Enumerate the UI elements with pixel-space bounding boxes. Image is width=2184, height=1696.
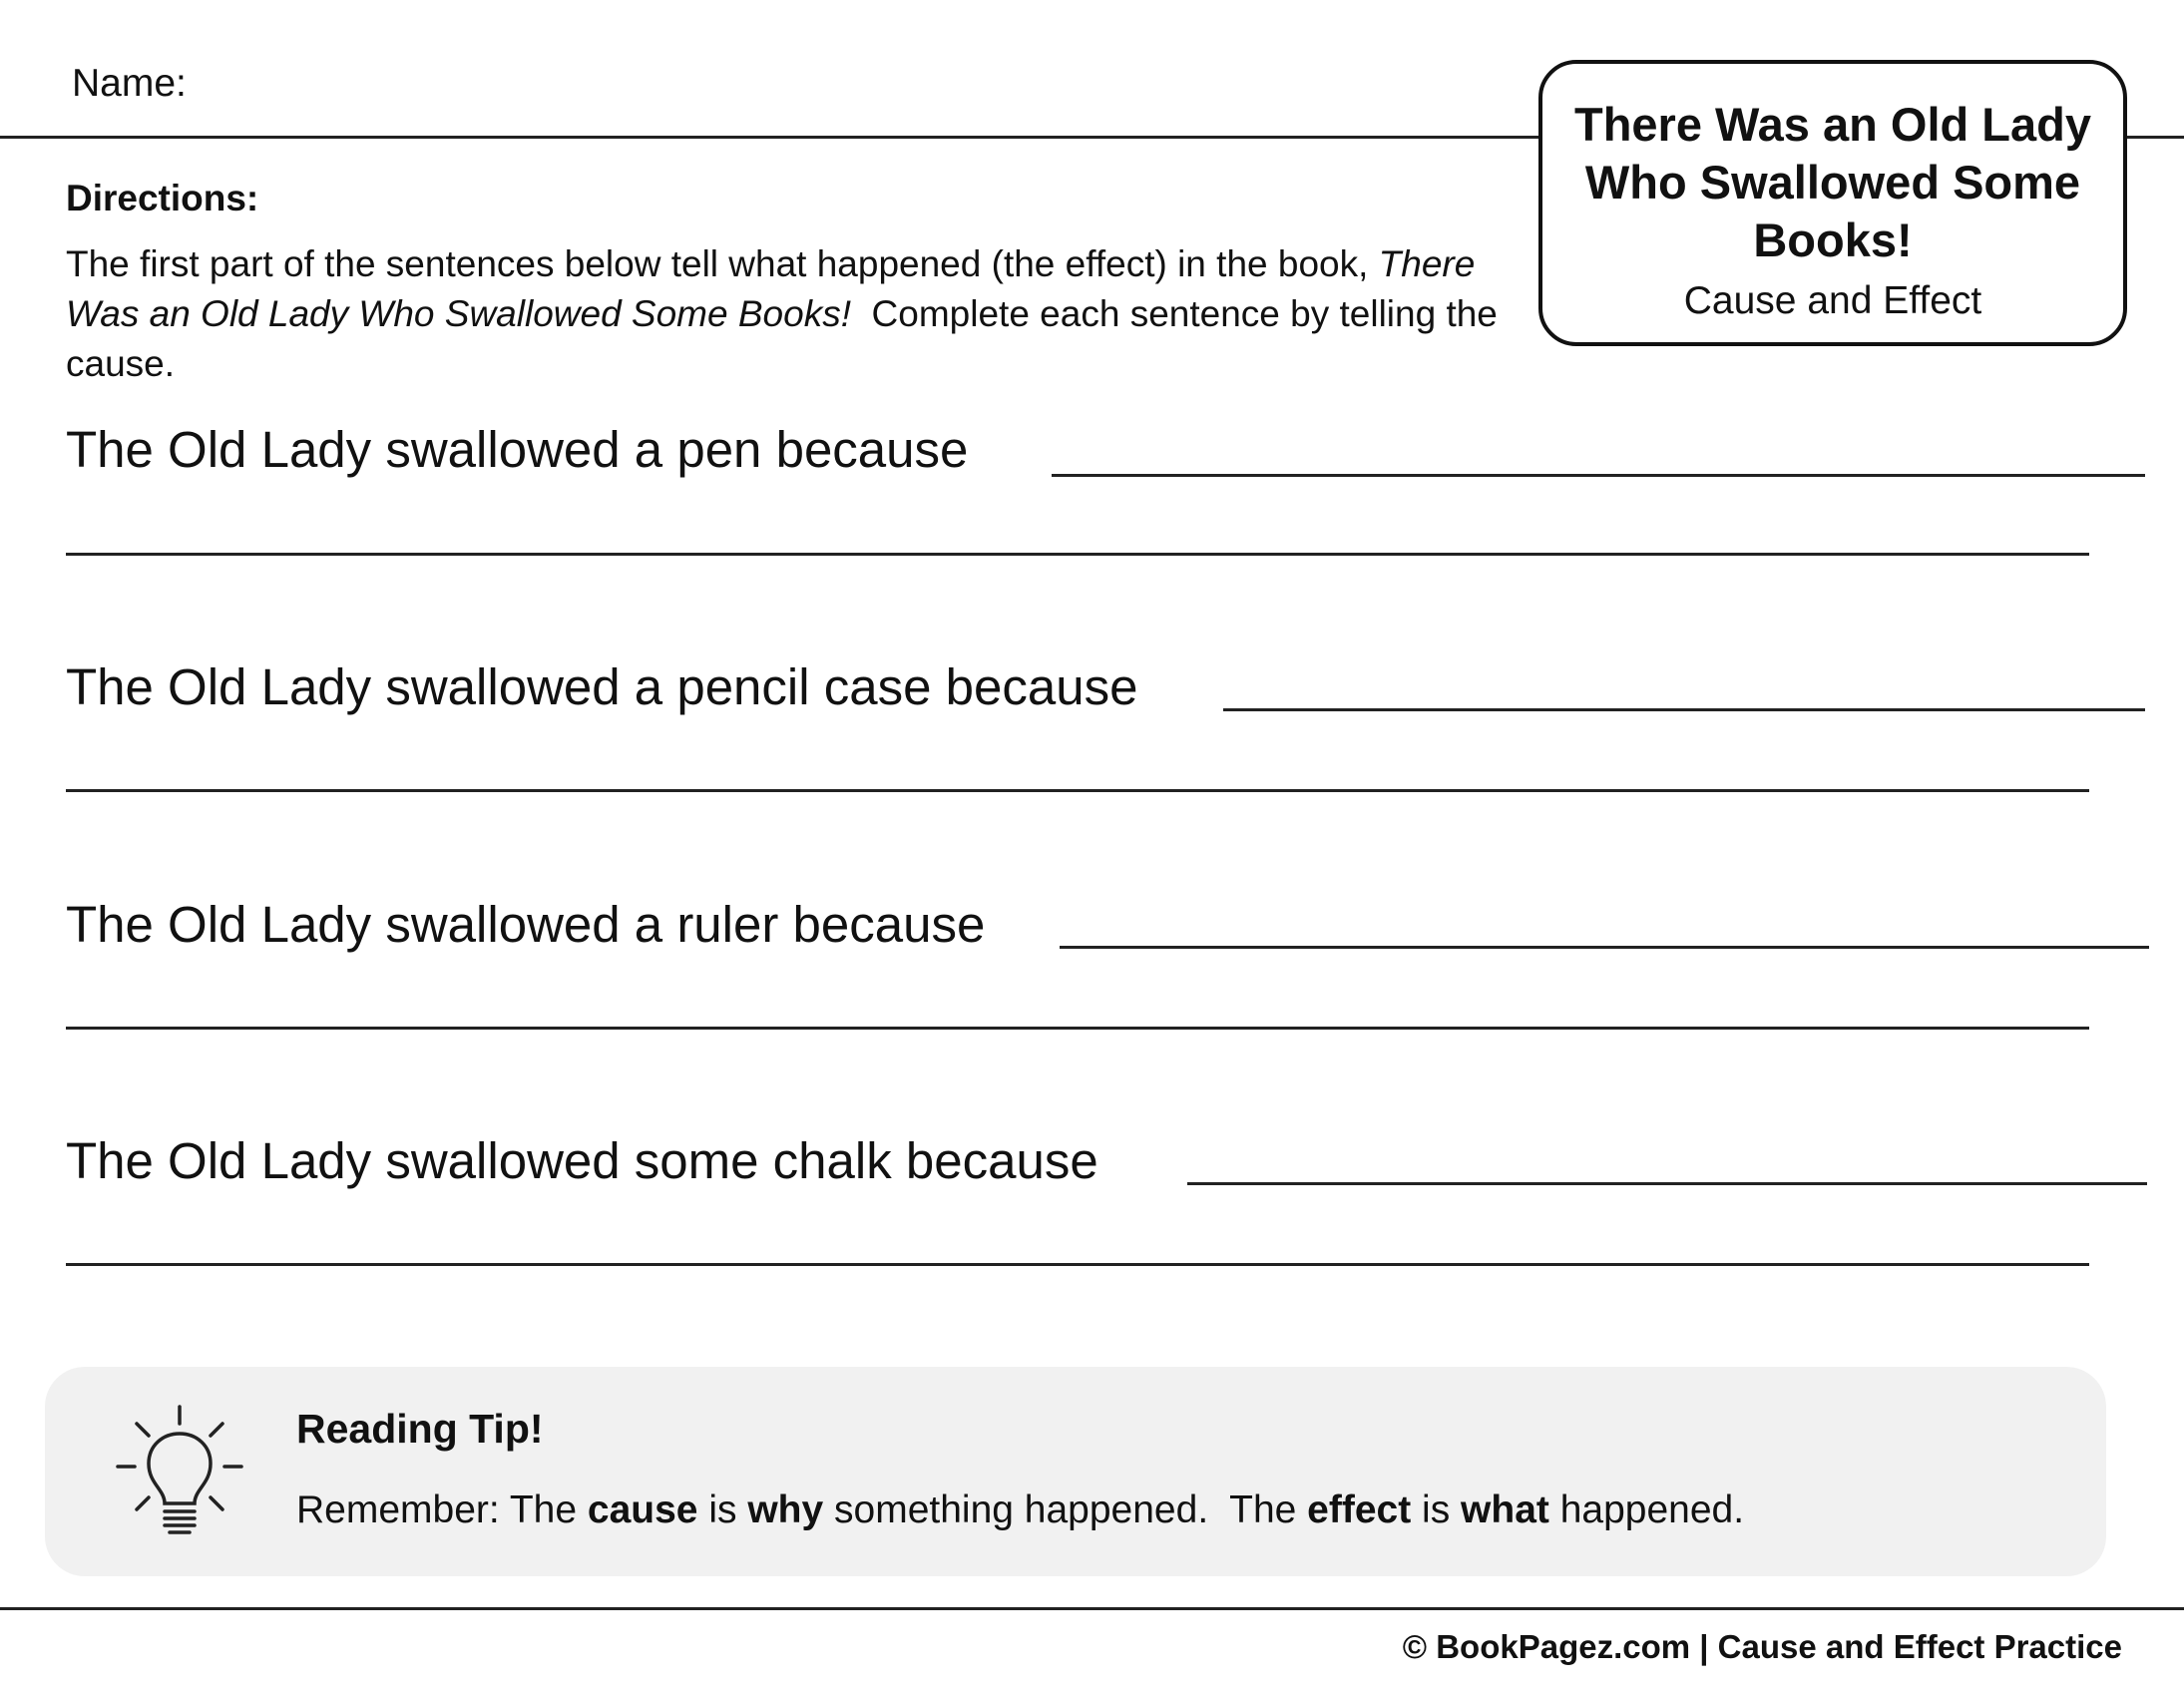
question-1	[66, 421, 2091, 484]
question-3	[66, 896, 2091, 959]
answer-line-continued[interactable]	[66, 1027, 2089, 1030]
answer-line[interactable]	[1060, 946, 2149, 949]
tip-keyword-effect: effect	[1307, 1488, 1412, 1531]
question-2	[66, 658, 2091, 721]
answer-line-continued[interactable]	[66, 553, 2089, 556]
directions-text	[66, 239, 1523, 389]
reading-tip-text	[296, 1490, 1744, 1529]
question-text: The Old Lady swallowed some chalk because	[66, 1132, 1098, 1189]
question-text: The Old Lady swallowed a ruler because	[66, 896, 986, 953]
directions-heading: Directions:	[66, 178, 259, 218]
tip-keyword-cause: cause	[587, 1488, 698, 1531]
worksheet-title: There Was an Old Lady Who Swallowed Some Books!	[1574, 98, 2091, 266]
tip-text-part: is	[1411, 1488, 1462, 1531]
question-4	[66, 1132, 2091, 1195]
worksheet-subtitle: Cause and Effect	[1683, 279, 1982, 322]
answer-line[interactable]	[1052, 474, 2145, 477]
directions-text-part: Complete each sentence by telling the cause.	[66, 293, 1509, 384]
tip-text-part: something happened. The	[823, 1488, 1308, 1531]
answer-line-continued[interactable]	[66, 1263, 2089, 1266]
question-text: The Old Lady swallowed a pen because	[66, 421, 969, 478]
answer-line[interactable]	[1223, 708, 2145, 711]
answer-line-continued[interactable]	[66, 789, 2089, 792]
tip-text-part: is	[697, 1488, 748, 1531]
footer-rule	[0, 1607, 2184, 1610]
directions-text-part: The first part of the sentences below tell what happened (the effect) in the book,	[66, 243, 1379, 284]
book-title: There Was an Old Lady Who Swallowed Some Books!	[66, 243, 1476, 334]
name-label: Name:	[72, 62, 187, 105]
title-box	[1538, 60, 2127, 346]
reading-tip-heading: Reading Tip!	[296, 1406, 544, 1452]
tip-keyword-why: why	[747, 1488, 824, 1531]
answer-line[interactable]	[1187, 1182, 2147, 1185]
lightbulb-icon	[115, 1402, 244, 1551]
tip-text-part: Remember: The	[296, 1488, 588, 1531]
tip-keyword-what: what	[1461, 1488, 1549, 1531]
footer-text: © BookPagez.com | Cause and Effect Practice	[1402, 1628, 2122, 1665]
reading-tip-panel	[45, 1367, 2106, 1576]
tip-text-part: happened.	[1548, 1488, 1745, 1531]
question-text: The Old Lady swallowed a pencil case because	[66, 658, 1138, 715]
